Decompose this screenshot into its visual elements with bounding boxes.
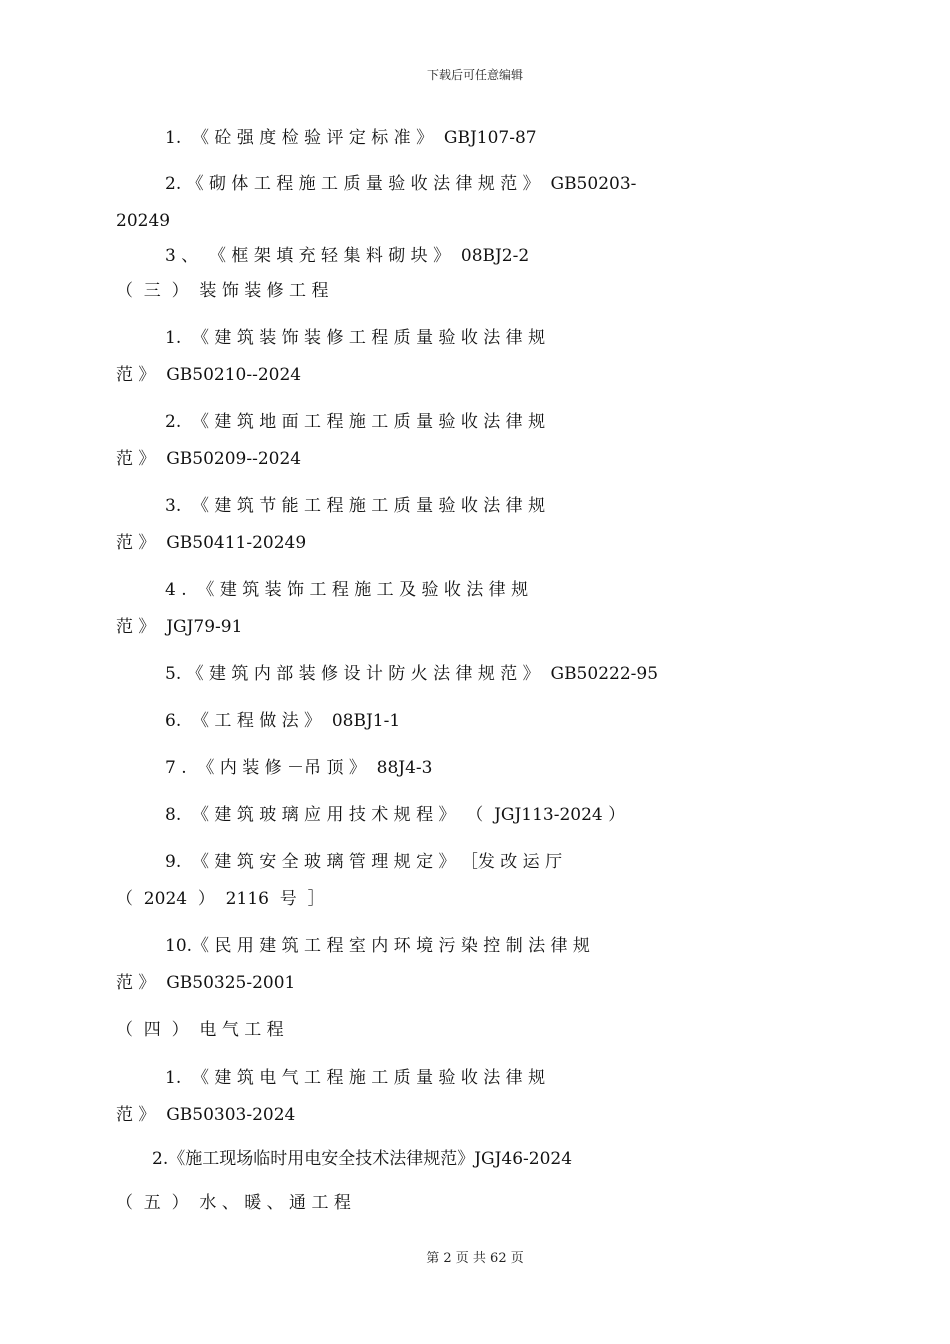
doc-line: 范 》 GB50411-20249 xyxy=(116,533,307,553)
page-footer: 第 2 页 共 62 页 xyxy=(426,1251,524,1266)
doc-line: 范 》 GB50325-2001 xyxy=(116,973,296,993)
doc-line: 5. 《 建 筑 内 部 装 修 设 计 防 火 法 律 规 范 》 GB50222-95 xyxy=(165,664,659,684)
page-header: 下载后可任意编辑 xyxy=(426,68,523,82)
doc-line: 范 》 GB50209--2024 xyxy=(116,449,302,469)
doc-line: 2.《施工现场临时用电安全技术法律规范》JGJ46-2024 xyxy=(152,1149,573,1169)
doc-line: 范 》 GB50210--2024 xyxy=(116,365,302,385)
doc-line: 3 、 《 框 架 填 充 轻 集 料 砌 块 》 08BJ2-2 xyxy=(165,246,530,266)
doc-line: 20249 xyxy=(116,211,171,231)
doc-line: 1. 《 砼 强 度 检 验 评 定 标 准 》 GBJ107-87 xyxy=(165,128,537,148)
doc-line: 8. 《 建 筑 玻 璃 应 用 技 术 规 程 》 （ JGJ113-2024 ） xyxy=(165,805,626,825)
doc-line: 4 . 《 建 筑 装 饰 工 程 施 工 及 验 收 法 律 规 xyxy=(165,580,529,600)
doc-line: 3. 《 建 筑 节 能 工 程 施 工 质 量 验 收 法 律 规 xyxy=(165,496,546,516)
doc-line: 范 》 GB50303-2024 xyxy=(116,1105,296,1125)
doc-line: 6. 《 工 程 做 法 》 08BJ1-1 xyxy=(165,711,401,731)
doc-line: （ 2024 ） 2116 号 ］ xyxy=(116,889,325,909)
section-heading: （ 五 ） 水 、 暖 、 通 工 程 xyxy=(116,1193,351,1213)
doc-line: 2. 《 建 筑 地 面 工 程 施 工 质 量 验 收 法 律 规 xyxy=(165,412,546,432)
doc-line: 范 》 JGJ79-91 xyxy=(116,617,243,637)
doc-line: 9. 《 建 筑 安 全 玻 璃 管 理 规 定 》 ［发 改 运 厅 xyxy=(165,852,563,872)
doc-line: 10.《 民 用 建 筑 工 程 室 内 环 境 污 染 控 制 法 律 规 xyxy=(165,936,590,956)
section-heading: （ 三 ） 装 饰 装 修 工 程 xyxy=(116,281,329,301)
doc-line: 7 . 《 内 装 修 －吊 顶 》 88J4-3 xyxy=(165,758,433,778)
doc-line: 1. 《 建 筑 装 饰 装 修 工 程 质 量 验 收 法 律 规 xyxy=(165,328,546,348)
doc-line: 1. 《 建 筑 电 气 工 程 施 工 质 量 验 收 法 律 规 xyxy=(165,1068,546,1088)
section-heading: （ 四 ） 电 气 工 程 xyxy=(116,1020,284,1040)
doc-line: 2. 《 砌 体 工 程 施 工 质 量 验 收 法 律 规 范 》 GB50203- xyxy=(165,174,637,194)
